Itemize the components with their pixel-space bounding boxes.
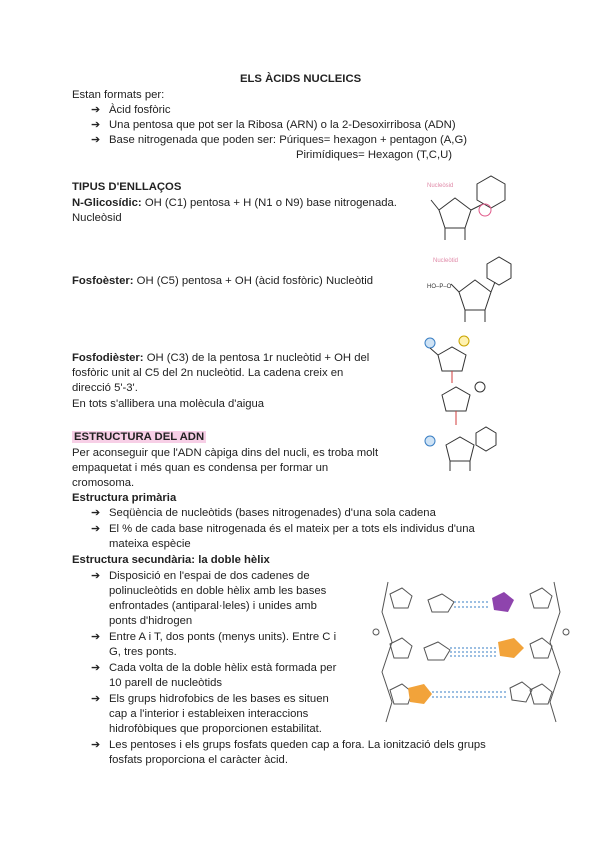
phosphodiester-line4: En tots s'allibera una molècula d'aigua: [72, 398, 265, 410]
dna-intro-line: cromosoma.: [72, 477, 135, 489]
term-text: OH (C3) de la pentosa 1r nucleòtid + OH del: [143, 352, 370, 364]
term-label: Fosfoèster:: [72, 275, 134, 287]
list-item: 10 parell de nucleòtids: [109, 677, 223, 689]
list-item: G, tres ponts.: [109, 646, 177, 658]
list-item: Disposició en l'espai de dos cadenes de: [109, 570, 310, 582]
glycosidic-line: [72, 196, 397, 211]
arrow-bullet-icon: ➔: [91, 570, 101, 582]
list-item: Àcid fosfòric: [109, 104, 171, 116]
phosphodiester-line2: fosfòric unit al C5 del 2n nucleòtid. La cadena creix en: [72, 367, 344, 379]
term-label: N-Glicosídic:: [72, 197, 142, 209]
list-item: Les pentoses i els grups fosfats queden cap a fora. La ionització dels grups: [109, 739, 486, 751]
list-item: fosfats proporciona el caràcter àcid.: [109, 754, 288, 766]
dna-heading-highlight: ESTRUCTURA DEL ADN: [74, 431, 205, 443]
arrow-bullet-icon: ➔: [91, 739, 101, 751]
phosphoester-line: [72, 274, 373, 289]
nucleoside-diagram: [425, 170, 515, 248]
page-title: ELS ÀCIDS NUCLEICS: [240, 73, 362, 85]
subsection-heading: Estructura primària: [72, 492, 177, 504]
list-item: El % de cada base nitrogenada és el mateix per a tots els individus d'una: [109, 523, 475, 535]
list-item: ponts d'hidrogen: [109, 615, 193, 627]
list-item: Seqüència de nucleòtids (bases nitrogenades) d'una sola cadena: [109, 507, 436, 519]
nucleotide-label: Nucleòtid: [433, 258, 459, 264]
dna-intro-line: Per aconseguir que l'ADN càpiga dins del nucli, es troba molt: [72, 447, 379, 459]
arrow-bullet-icon: ➔: [91, 693, 101, 705]
list-item: hidrofòbiques que proporcionen estabilitat.: [109, 723, 322, 735]
phosphodiester-diagram: [420, 333, 500, 475]
nucleoside-label: Nucleòsid: [427, 183, 454, 189]
arrow-bullet-icon: ➔: [91, 119, 101, 131]
section-heading: TIPUS D'ENLLAÇOS: [72, 181, 182, 193]
list-item: polinucleòtids en doble hèlix amb les bases: [109, 585, 327, 597]
svg-text:HO–P–O: HO–P–O: [427, 284, 452, 290]
list-item-continuation: Pirimídiques= Hexagon (T,C,U): [296, 149, 453, 161]
subsection-heading: Estructura secundària: la doble hèlix: [72, 554, 270, 566]
term-label: Fosfodièster:: [72, 352, 144, 364]
list-item: Entre A i T, dos ponts (menys units). Entre C i: [109, 631, 337, 643]
arrow-bullet-icon: ➔: [91, 104, 101, 116]
list-item: enfrontades (antiparal·leles) i unides amb: [109, 600, 317, 612]
section-heading: [72, 430, 206, 445]
dna-intro-line: empaquetat i més quan es condensa per formar un: [72, 462, 329, 474]
double-helix-diagram: [368, 572, 576, 730]
arrow-bullet-icon: ➔: [91, 631, 101, 643]
list-item: Cada volta de la doble hèlix està formada per: [109, 662, 337, 674]
list-item: Base nitrogenada que poden ser: Púriques= hexagon + pentagon (A,G): [109, 134, 467, 146]
term-text: OH (C5) pentosa + OH (àcid fosfòric) Nucleòtid: [133, 275, 374, 287]
arrow-bullet-icon: ➔: [91, 662, 101, 674]
phosphodiester-line: [72, 351, 369, 366]
list-item-continuation: mateixa espècie: [109, 538, 191, 550]
intro-text: Estan formats per:: [72, 89, 165, 101]
list-item: Una pentosa que pot ser la Ribosa (ARN) o la 2-Desoxirribosa (ADN): [109, 119, 456, 131]
nucleotide-diagram: [425, 252, 515, 328]
list-item: cap a l'interior i estableixen interaccions: [109, 708, 309, 720]
arrow-bullet-icon: ➔: [91, 134, 101, 146]
list-item: Els grups hidrofobics de les bases es situen: [109, 693, 329, 705]
term-text: OH (C1) pentosa + H (N1 o N9) base nitrogenada.: [141, 197, 397, 209]
arrow-bullet-icon: ➔: [91, 507, 101, 519]
arrow-bullet-icon: ➔: [91, 523, 101, 535]
phosphodiester-line3: direcció 5'-3'.: [72, 382, 138, 394]
glycosidic-line2: Nucleòsid: [72, 212, 122, 224]
